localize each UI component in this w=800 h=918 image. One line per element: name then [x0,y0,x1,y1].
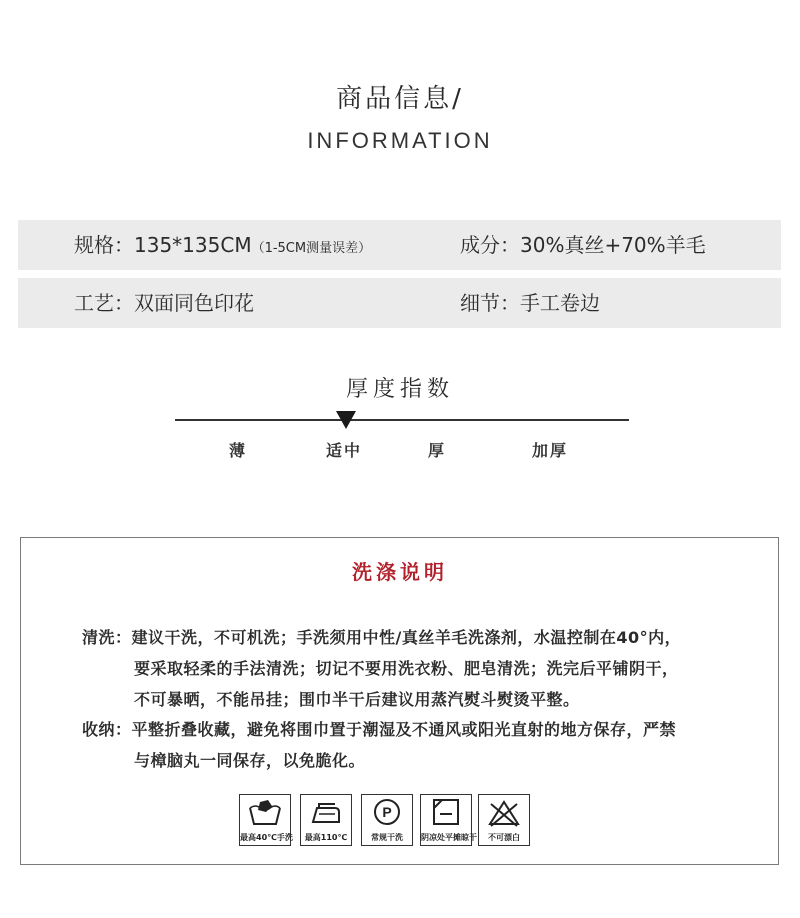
shade-dry-flat-caption: 阴凉处平摊晾干 [421,833,477,842]
thickness-marker [336,411,356,429]
iron-caption: 最高110℃ [304,833,348,842]
composition-value: 30%真丝+70%羊毛 [520,233,706,257]
thickness-level-thin: 薄 [229,441,248,460]
spec-cell [74,220,371,270]
composition-cell [460,220,706,270]
craft-label: 工艺： [74,291,134,315]
care-line-3: 不可暴晒，不能吊挂；围巾半干后建议用蒸汽熨斗熨烫平整。 [134,690,580,709]
care-line-4: 收纳：平整折叠收藏，避免将围巾置于潮湿及不通风或阳光直射的地方保存，严禁 [82,720,677,739]
composition-label: 成分： [460,233,520,257]
spec-value: 135*135CM [134,233,252,257]
no-bleach-icon [478,794,530,846]
care-line-2: 要采取轻柔的手法清洗；切记不要用洗衣粉、肥皂清洗；洗完后平铺阴干， [134,659,679,678]
hand-wash-caption: 最高40℃手洗 [240,833,293,842]
spec-label: 规格： [74,233,134,257]
dry-clean-caption: 常规干洗 [371,833,403,842]
dry-clean-icon [361,794,413,846]
care-line-1: 清洗：建议干洗，不可机洗；手洗须用中性/真丝羊毛洗涤剂，水温控制在40°内， [82,628,682,647]
hand-wash-icon [239,794,291,846]
care-title: 洗涤说明 [352,560,448,584]
svg-text:P: P [382,804,392,820]
detail-label: 细节： [460,291,520,315]
thickness-title: 厚度指数 [345,377,454,402]
thickness-scale-line [175,419,629,421]
title-zh: 商品信息/ [336,84,464,114]
thickness-level-thick: 厚 [428,441,447,460]
no-bleach-caption: 不可漂白 [488,833,520,842]
detail-value: 手工卷边 [520,291,600,315]
care-line-5: 与樟脑丸一同保存，以免脆化。 [134,751,366,770]
craft-cell [74,278,254,328]
craft-value: 双面同色印花 [134,291,254,315]
info-row-2 [18,278,781,328]
info-row-1 [18,220,781,270]
detail-cell [460,278,600,328]
shade-dry-flat-icon [420,794,477,846]
spec-note: （1-5CM测量误差） [251,241,372,256]
iron-icon [300,794,352,846]
title-en: INFORMATION [307,128,493,153]
thickness-level-extra-thick: 加厚 [532,441,569,460]
thickness-level-medium: 适中 [326,441,363,460]
